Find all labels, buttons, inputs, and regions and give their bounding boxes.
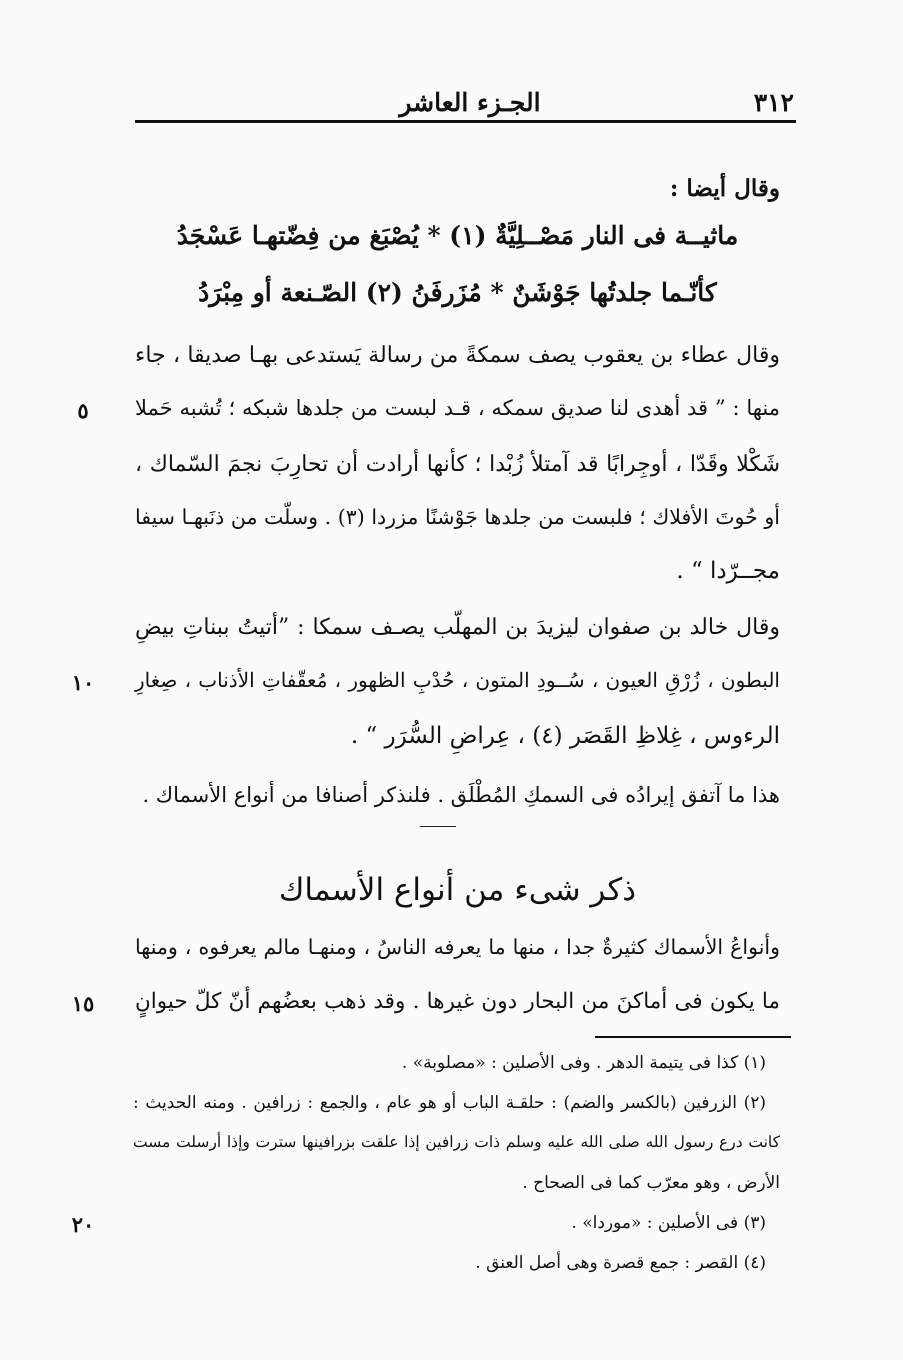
paragraph1-line-4: أو حُوتَ الأفلاك ؛ فلبست من جلدها جَوْشنًا مزردا (٣) . وسلّت من ذنَبهـا سيفا [135,505,780,529]
section-heading: ذكر شىء من أنواع الأسماك [278,872,637,908]
paragraph1-line-2: منها : ” قد أهدى لنا صديق سمكه ، قـد لبست من جلدها شبكه ؛ تُشبه حَملا [135,396,780,420]
underline-mark [420,826,456,827]
verse-intro: وقال أيضا : [669,175,780,202]
paragraph4-line-1: وأنواعُ الأسماك كثيرةٌ جدا ، منها ما يعرفه الناسُ ، ومنهـا مالم يعرفوه ، ومنها [135,935,780,959]
running-title: الجـزء العاشر [399,88,541,117]
margin-line-number: ٢٠ [71,1212,95,1237]
footnote-2: (٢) الزرفين (بالكسر والضم) : حلقـة الباب أو هو عام ، والجمع : زرافين . ومنه الحديث : [133,1093,766,1113]
verse-line-1: ماثيــة فى النار مَصْــلِيَّةٌ (١) * يُصْبَغ من فِضّتهـا عَسْجَدُ [176,221,739,250]
page-number: ٣١٢ [753,88,794,117]
verse-line-2: كأنّـما جلدتُها جَوْشَنٌ * مُزَرفَنُ (٢) الصّـنعة أو مِبْرَدُ [198,278,717,307]
margin-line-number: ١٠ [71,670,95,695]
footnote-rule [595,1036,791,1038]
footnote-2-continuation: الأرض ، وهو معرّب كما فى الصحاح . [522,1173,780,1193]
paragraph2-line-2: البطون ، زُرْقِ العيون ، سُــودِ المتون ، حُدْبِ الظهور ، مُعقّفاتِ الأذناب ، صِغارِ [135,668,780,692]
header-rule [135,120,796,123]
paragraph2-line-1: وقال خالد بن صفوان ليزيدَ بن المهلّب يصـف سمكا : ”أتيتُ ببناتِ بيضِ [135,615,780,640]
footnote-2-continuation: كانت درع رسول الله صلى الله عليه وسلم ذات زرافين إذا علقت بزرافينها سترت وإذا أرسلت مست [133,1133,780,1151]
margin-line-number: ١٥ [71,991,95,1016]
footnote-3: (٣) فى الأصلين : «موردا» . [571,1213,766,1233]
margin-line-number: ٥ [77,398,89,423]
paragraph1-line-1: وقال عطاء بن يعقوب يصف سمكةً من رسالة يَستدعى بهـا صديقا ، جاء [135,343,780,368]
footnote-4: (٤) القصر : جمع قصرة وهى أصل العنق . [475,1253,766,1273]
footnote-1: (١) كذا فى يتيمة الدهر . وفى الأصلين : «مصلوبة» . [401,1053,766,1073]
paragraph3: هذا ما آتفق إيرادُه فى السمكِ المُطْلَق . فلنذكر أصنافا من أنواع الأسماك . [142,783,780,807]
paragraph2-line-3: الرءوس ، غِلاظِ القَصَر (٤) ، عِراضِ السُّرَر “ . [350,723,780,749]
paragraph1-line-5: مجــرّدا “ . [676,558,780,584]
paragraph1-line-3: شَكْلا وقَدّا ، أوجِرابًا قد آمتلأ زُبْدا ؛ كأنها أرادت أن تحارِبَ نجمَ السّماك ، [135,452,780,477]
paragraph4-line-2: ما يكون فى أماكنَ من البحار دون غيرها . وقد ذهب بعضُهم أنّ كلّ حيوانٍ [135,989,780,1014]
